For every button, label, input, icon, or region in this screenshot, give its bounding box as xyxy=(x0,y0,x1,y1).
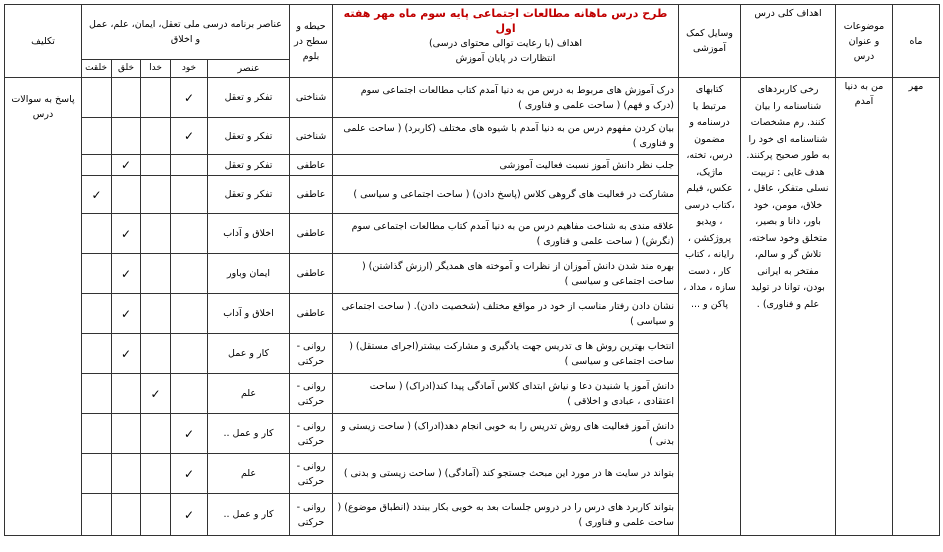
element-cell: کار و عمل .. xyxy=(208,494,290,536)
check-creation xyxy=(112,176,141,214)
element-cell: تفکر و تعقل xyxy=(208,78,290,118)
domain-cell: عاطفی xyxy=(290,254,333,294)
month-cell: مهر xyxy=(893,78,940,536)
check-self: ✓ xyxy=(171,118,208,155)
check-creation: ✓ xyxy=(112,155,141,176)
header-assignment: تکلیف xyxy=(5,5,82,78)
check-nature xyxy=(82,374,112,414)
check-nature xyxy=(82,78,112,118)
teaching-aids-cell: کتابهای مرتبط یا درسنامه و مضمون درس، تخته، ماژیک، عکس، فیلم ،کتاب درسی ، ویدیو پروژکشن ، رایانه ، کتاب کار ، دست سازه ، مداد ، پاکن و ... xyxy=(679,78,741,536)
element-cell: علم xyxy=(208,374,290,414)
check-god xyxy=(141,334,171,374)
objective-cell: بتواند کاربرد های درس را در دروس جلسات بعد به خوبی بکار ببندد (انطباق موضوع) ( ساحت علمی و فناوری ) xyxy=(333,494,679,536)
check-self xyxy=(171,294,208,334)
check-nature xyxy=(82,454,112,494)
check-nature xyxy=(82,155,112,176)
check-self: ✓ xyxy=(171,78,208,118)
element-cell: تفکر و تعقل xyxy=(208,176,290,214)
check-god xyxy=(141,214,171,254)
objective-cell: علاقه مندی به شناخت مفاهیم درس من به دنیا آمدم کتاب مطالعات اجتماعی سوم (نگرش) ( ساحت علمی و فناوری ) xyxy=(333,214,679,254)
general-goals-cell: رخی کاربردهای شناسنامه را بیان کنند. رم مشخصات شناسنامه ای خود را به طور صحیح پرکنند. هدف غایی : تربیت نسلی متفکر، عاقل ، خلاق، مومن، خود باور، دانا و بصیر، متخلق وخود ساخته، تلاش گر و سالم، مفتخر به ایرانی بودن، توانا در تولید علم و فناوری) . xyxy=(741,78,836,536)
check-nature xyxy=(82,334,112,374)
header-expectations: انتظارات در پایان آموزش xyxy=(455,53,556,64)
domain-cell: روانی - حرکتی xyxy=(290,334,333,374)
topic-cell: من به دنیا آمدم xyxy=(836,78,893,536)
check-self: ✓ xyxy=(171,414,208,454)
check-nature xyxy=(82,214,112,254)
element-cell: علم xyxy=(208,454,290,494)
check-god: ✓ xyxy=(141,374,171,414)
domain-cell: روانی - حرکتی xyxy=(290,374,333,414)
header-nature: خلقت xyxy=(82,60,112,78)
check-nature xyxy=(82,294,112,334)
check-god xyxy=(141,78,171,118)
check-god xyxy=(141,294,171,334)
check-god xyxy=(141,155,171,176)
check-god xyxy=(141,454,171,494)
header-topics: موضوعات و عنوان درس xyxy=(836,5,893,78)
element-cell: کار و عمل xyxy=(208,334,290,374)
check-creation xyxy=(112,494,141,536)
domain-cell: شناختی xyxy=(290,78,333,118)
element-cell: اخلاق و آداب xyxy=(208,214,290,254)
check-god xyxy=(141,414,171,454)
check-self xyxy=(171,334,208,374)
check-creation xyxy=(112,374,141,414)
header-domain: حیطه و سطح در بلوم xyxy=(290,5,333,78)
domain-cell: عاطفی xyxy=(290,155,333,176)
objective-cell: بتواند در سایت ها در مورد این مبحث جستجو کند (آمادگی) ( ساحت زیستی و بدنی ) xyxy=(333,454,679,494)
objective-cell: بیان کردن مفهوم درس من به دنیا آمدم با شیوه های مختلف (کاربرد) ( ساحت علمی و فناوری ) xyxy=(333,118,679,155)
domain-cell: عاطفی xyxy=(290,176,333,214)
header-month: ماه xyxy=(893,5,940,78)
check-creation xyxy=(112,414,141,454)
domain-cell: روانی - حرکتی xyxy=(290,414,333,454)
element-cell: تفکر و تعقل xyxy=(208,118,290,155)
lesson-plan-table xyxy=(4,4,940,536)
header-general-goals: اهداف کلی درس xyxy=(741,5,836,78)
check-creation xyxy=(112,118,141,155)
check-god xyxy=(141,494,171,536)
domain-cell: عاطفی xyxy=(290,294,333,334)
check-creation xyxy=(112,78,141,118)
objective-cell: نشان دادن رفتار مناسب از خود در مواقع مختلف (شخصیت دادن). ( ساحت اجتماعی و سیاسی ) xyxy=(333,294,679,334)
domain-cell: روانی - حرکتی xyxy=(290,494,333,536)
objective-cell: بهره مند شدن دانش آموزان از نظرات و آموخته های همدیگر (ارزش گذاشتن) ( ساحت اجتماعی و سیاسی ) xyxy=(333,254,679,294)
header-creation: خلق xyxy=(112,60,141,78)
check-nature xyxy=(82,254,112,294)
check-self xyxy=(171,374,208,414)
domain-cell: عاطفی xyxy=(290,214,333,254)
element-cell: ایمان وباور xyxy=(208,254,290,294)
objective-cell: دانش آموز یا شنیدن دعا و نیاش ابتدای کلاس آمادگی پیدا کند(ادراک) ( ساحت اعتقادی ، عبادی و اخلاقی ) xyxy=(333,374,679,414)
check-creation: ✓ xyxy=(112,254,141,294)
check-self xyxy=(171,254,208,294)
check-nature xyxy=(82,414,112,454)
check-self xyxy=(171,214,208,254)
element-cell: کار و عمل .. xyxy=(208,414,290,454)
check-creation: ✓ xyxy=(112,294,141,334)
domain-cell: روانی - حرکتی xyxy=(290,454,333,494)
header-self: خود xyxy=(171,60,208,78)
objective-cell: انتخاب بهترین روش ها ی تدریس جهت یادگیری و مشارکت بیشتر(اجرای مستقل) ( ساحت اجتماعی و سیاسی ) xyxy=(333,334,679,374)
check-self: ✓ xyxy=(171,454,208,494)
header-elements-group: عناصر برنامه درسی ملی تعقل، ایمان، علم، عمل و اخلاق xyxy=(82,5,290,60)
check-creation xyxy=(112,454,141,494)
element-cell: اخلاق و آداب xyxy=(208,294,290,334)
header-teaching-aids: وسایل کمک آموزشی xyxy=(679,5,741,78)
check-creation: ✓ xyxy=(112,334,141,374)
header-element: عنصر xyxy=(208,60,290,78)
objective-cell: جلب نظر دانش آموز نسبت فعالیت آموزشی xyxy=(333,155,679,176)
check-creation: ✓ xyxy=(112,214,141,254)
element-cell: تفکر و تعقل xyxy=(208,155,290,176)
check-self xyxy=(171,176,208,214)
check-self xyxy=(171,155,208,176)
check-god xyxy=(141,176,171,214)
header-title-cell xyxy=(333,5,679,78)
objective-cell: دانش آموز فعالیت های روش تدریس را به خوبی انجام دهد(ادراک) ( ساحت زیستی و بدنی ) xyxy=(333,414,679,454)
domain-cell: شناختی xyxy=(290,118,333,155)
objective-cell: درک آموزش های مربوط به درس من به دنیا آمدم کتاب مطالعات اجتماعی سوم (درک و فهم) ( ساحت علمی و فناوری ) xyxy=(333,78,679,118)
header-god: خدا xyxy=(141,60,171,78)
check-self: ✓ xyxy=(171,494,208,536)
check-nature: ✓ xyxy=(82,176,112,214)
page-title: طرح درس ماهانه مطالعات اجتماعی پایه سوم ماه مهر هفته اول xyxy=(343,7,668,35)
header-objectives: اهداف (با رعایت توالی محتوای درسی) xyxy=(428,38,583,49)
objective-cell: مشارکت در فعالیت های گروهی کلاس (پاسخ دادن) ( ساحت اجتماعی و سیاسی ) xyxy=(333,176,679,214)
assignment-cell: پاسخ به سوالات درس xyxy=(5,78,82,536)
check-nature xyxy=(82,494,112,536)
check-nature xyxy=(82,118,112,155)
check-god xyxy=(141,254,171,294)
check-god xyxy=(141,118,171,155)
